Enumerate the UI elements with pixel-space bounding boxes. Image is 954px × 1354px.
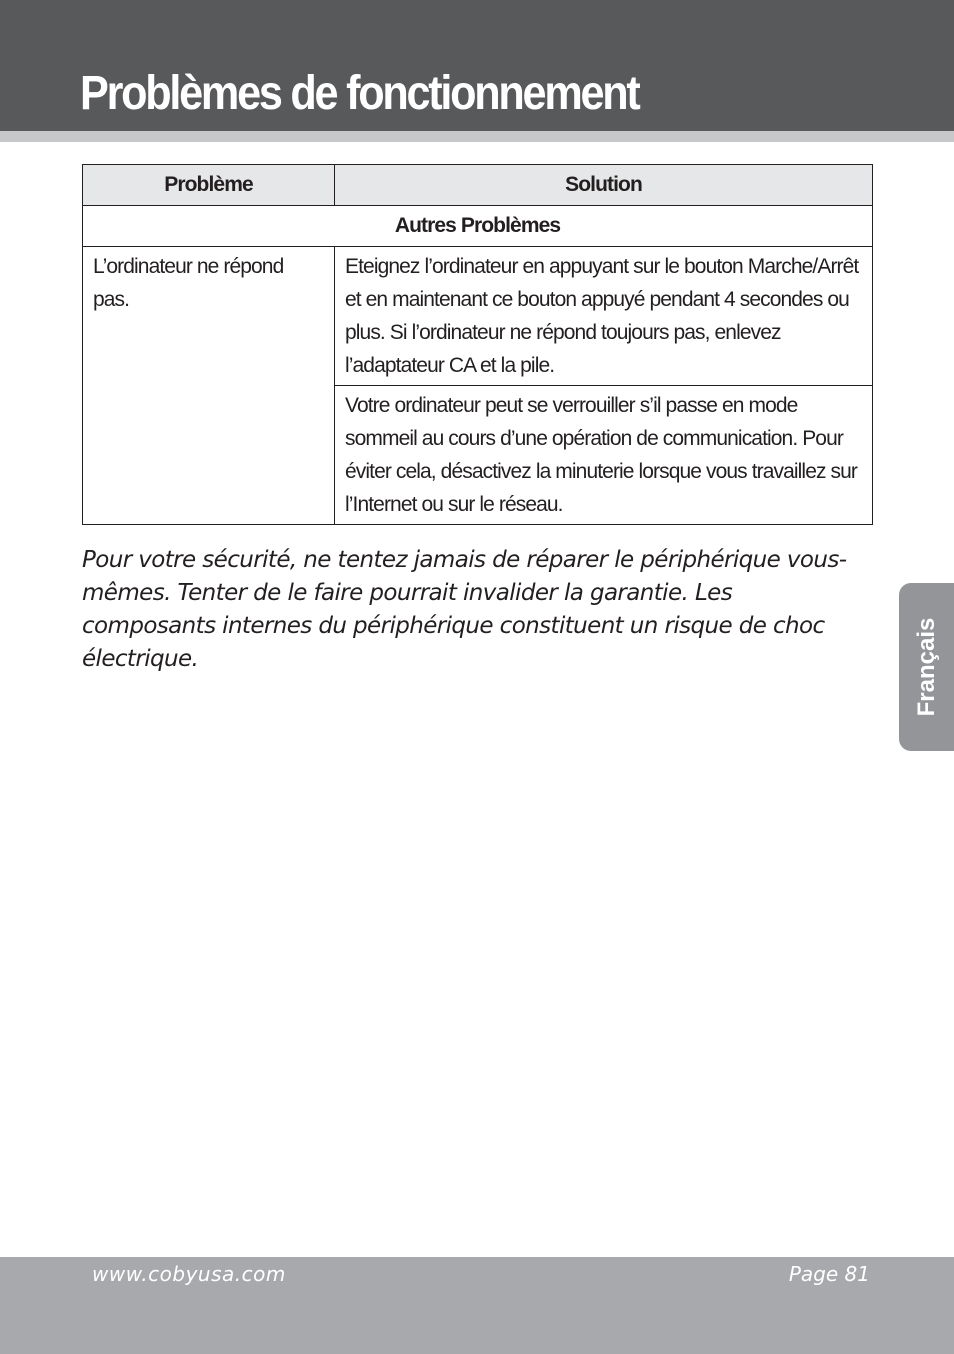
- column-header-problem: Problème: [83, 165, 335, 206]
- section-title: Autres Problèmes: [83, 206, 873, 247]
- table-row: [83, 247, 873, 386]
- solution-cell: Votre ordinateur peut se verrouiller s’il passe en mode sommeil au cours d’une opération de communication. Pour éviter cela, désactivez la minuterie lorsque vous travaillez sur l’Internet ou sur le réseau.: [335, 386, 873, 525]
- column-header-solution: Solution: [335, 165, 873, 206]
- header-rule: [0, 131, 954, 142]
- solution-cell: Eteignez l’ordinateur en appuyant sur le bouton Marche/Arrêt et en maintenant ce bouton appuyé pendant 4 secondes ou plus. Si l’ordinateur ne répond toujours pas, enlevez l’adaptateur CA et la pile.: [335, 247, 873, 386]
- problem-cell: L’ordinateur ne répond pas.: [83, 247, 335, 525]
- section-row: [83, 206, 873, 247]
- table-header-row: [83, 165, 873, 206]
- safety-warning: Pour votre sécurité, ne tentez jamais de réparer le périphérique vous-mêmes. Tenter de le faire pourrait invalider la garantie. Les composants internes du périphérique constituent un risque de choc électrique.: [82, 547, 847, 672]
- page-number: Page 81: [788, 1262, 870, 1286]
- page-title: Problèmes de fonctionnement: [80, 67, 639, 120]
- footer-url: www.cobyusa.com: [92, 1262, 286, 1286]
- language-tab: [899, 583, 954, 751]
- troubleshooting-table: [82, 164, 873, 525]
- language-tab-label: Français: [912, 617, 940, 717]
